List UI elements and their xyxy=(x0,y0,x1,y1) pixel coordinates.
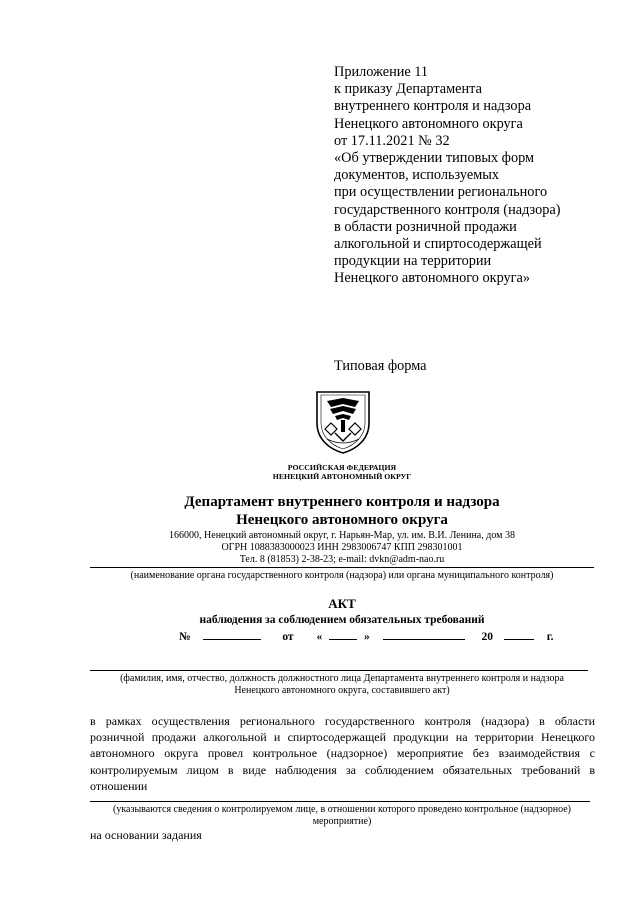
organ-caption: (наименование органа государственного контроля (надзора) или органа муниципального контроля) xyxy=(130,570,554,581)
form-type-label: Типовая форма xyxy=(334,358,427,374)
body-paragraph: в рамках осуществления регионального государственного контроля (надзора) в области розничной продажи алкогольной и спиртосодержащей продукции на территории Ненецкого автономного округа провел контрольное (надзорное) мероприятие без взаимодействия с контролируемым лицом в виде наблюдения за соблюдением обязательных требований в отношении xyxy=(90,714,595,793)
appendix-line: при осуществлении регионального xyxy=(334,184,548,201)
coat-of-arms-nenets-icon xyxy=(313,389,373,455)
person-rule xyxy=(90,801,590,802)
year-blank[interactable] xyxy=(504,628,534,640)
act-number-line xyxy=(179,628,554,643)
federation-label: РОССИЙСКАЯ ФЕДЕРАЦИЯ xyxy=(287,463,397,472)
appendix-line: внутреннего контроля и надзора xyxy=(334,98,532,115)
month-blank[interactable] xyxy=(383,628,465,640)
official-caption-line1: (фамилия, имя, отчество, должность должностного лица Департамента внутреннего контроля и надзора xyxy=(120,673,564,684)
appendix-line: Ненецкого автономного округа» xyxy=(334,270,531,287)
appendix-line: алкогольной и спиртосодержащей xyxy=(334,236,542,253)
century-label: 20 xyxy=(481,631,493,643)
appendix-line: в области розничной продажи xyxy=(334,218,517,235)
appendix-line: «Об утверждении типовых форм xyxy=(334,150,535,167)
region-label: НЕНЕЦКИЙ АВТОНОМНЫЙ ОКРУГ xyxy=(272,472,412,481)
department-ids: ОГРН 1088383000023 ИНН 2983006747 КПП 298301001 xyxy=(221,542,463,553)
appendix-line: документов, используемых xyxy=(334,167,499,184)
appendix-line: государственного контроля (надзора) xyxy=(334,201,561,218)
department-region: Ненецкого автономного округа xyxy=(236,512,448,528)
appendix-line: продукции на территории xyxy=(334,253,492,270)
person-caption-line1: (указываются сведения о контролируемом лице, в отношении которого проведено контрольное (надзорное) xyxy=(113,804,571,815)
appendix-block xyxy=(334,64,560,288)
appendix-line: к приказу Департамента xyxy=(334,81,482,98)
appendix-line: Ненецкого автономного округа xyxy=(334,115,523,132)
quote-close: » xyxy=(363,631,370,643)
act-title: АКТ xyxy=(328,596,356,611)
official-caption-line2: Ненецкого автономного округа, составившего акт) xyxy=(234,685,450,696)
quote-open: « xyxy=(316,631,323,643)
year-suffix: г. xyxy=(546,631,554,643)
department-contacts: Тел. 8 (81853) 2-38-23; e-mail: dvkn@adm-nao.ru xyxy=(239,554,445,565)
appendix-line: Приложение 11 xyxy=(334,64,429,80)
organ-rule xyxy=(90,567,594,568)
appendix-line: от 17.11.2021 № 32 xyxy=(334,132,450,149)
basis-text: на основании задания xyxy=(90,828,202,842)
department-name: Департамент внутреннего контроля и надзора xyxy=(184,494,500,510)
person-caption-line2: мероприятие) xyxy=(312,816,372,827)
day-blank[interactable] xyxy=(329,628,357,640)
from-label: от xyxy=(282,631,294,643)
official-rule xyxy=(90,670,588,671)
act-subtitle: наблюдения за соблюдением обязательных требований xyxy=(199,614,485,626)
act-number-blank[interactable] xyxy=(203,628,261,640)
department-address: 166000, Ненецкий автономный округ, г. Нарьян-Мар, ул. им. В.И. Ленина, дом 38 xyxy=(169,530,515,541)
number-sign: № xyxy=(179,631,191,643)
